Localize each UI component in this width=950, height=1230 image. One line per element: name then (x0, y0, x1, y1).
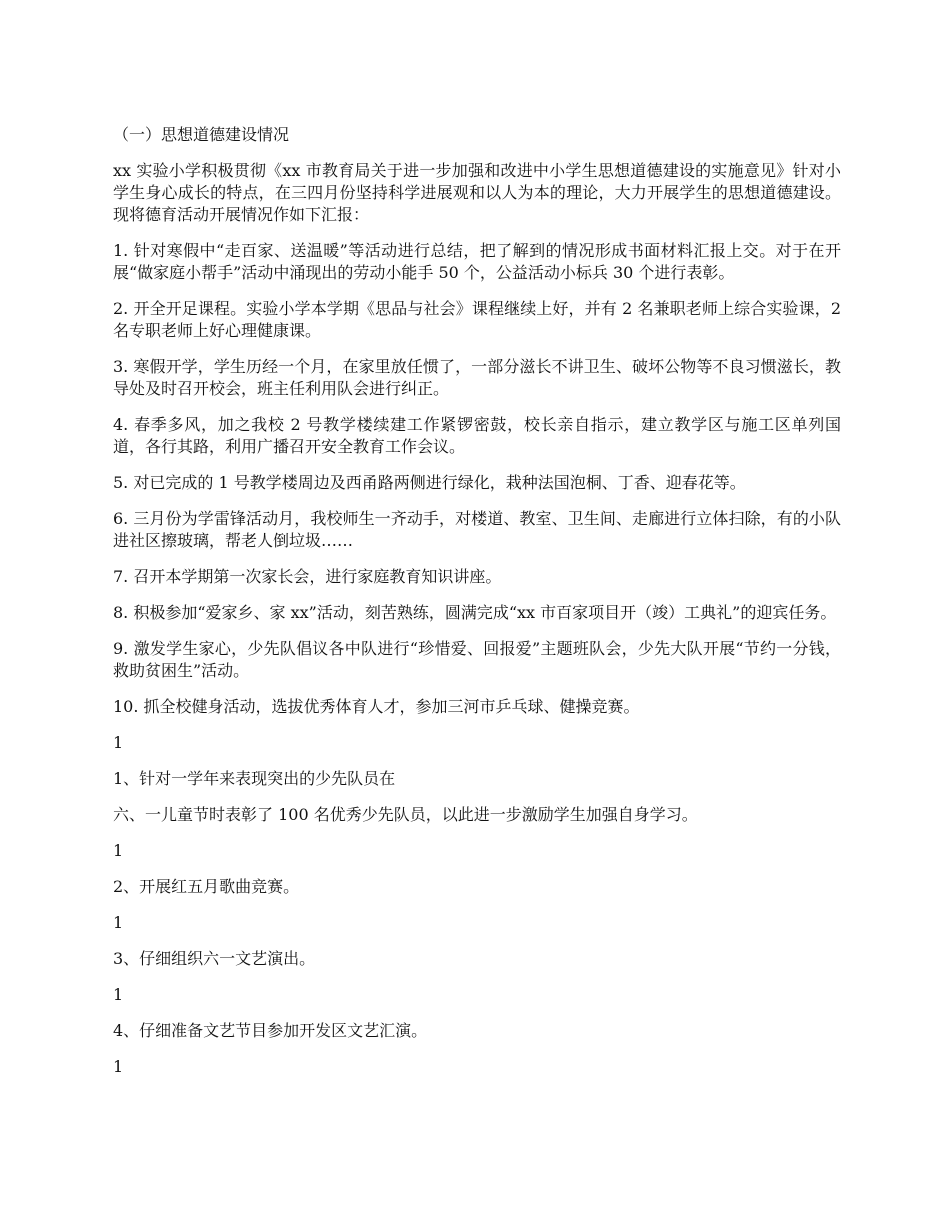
intro-paragraph: xx 实验小学积极贯彻《xx 市教育局关于进一步加强和改进中小学生思想道德建设的实施意见》针对小学生身心成长的特点，在三四月份坚持科学进展观和以人为本的理论，大力开展学生的思想道德建设。现将德育活动开展情况作如下汇报： (113, 161, 841, 224)
tail-paragraph: 1、针对一学年来表现突出的少先队员在 (113, 769, 396, 788)
list-item: 8. 积极参加“爱家乡、家 xx”活动，刻苦熟练，圆满完成“xx 市百家项目开（竣）工典礼”的迎宾任务。 (113, 603, 837, 622)
list-item: 6. 三月份为学雷锋活动月，我校师生一齐动手，对楼道、教室、卫生间、走廊进行立体扫除，有的小队进社区擦玻璃，帮老人倒垃圾…… (113, 509, 841, 550)
list-item: 5. 对已完成的 1 号教学楼周边及西甬路两侧进行绿化，栽种法国泡桐、丁香、迎春花等。 (113, 473, 746, 492)
list-item: 4. 春季多风，加之我校 2 号教学楼续建工作紧锣密鼓，校长亲自指示，建立教学区与施工区单列国道，各行其路，利用广播召开安全教育工作会议。 (113, 415, 841, 456)
list-item: 3. 寒假开学，学生历经一个月，在家里放任惯了，一部分滋长不讲卫生、破坏公物等不良习惯滋长，教导处及时召开校会，班主任利用队会进行纠正。 (113, 357, 841, 398)
page-number-marker: 1 (113, 733, 124, 752)
page-number-marker: 1 (113, 913, 124, 932)
list-item: 7. 召开本学期第一次家长会，进行家庭教育知识讲座。 (113, 567, 502, 586)
page-number-marker: 1 (113, 985, 124, 1004)
list-item: 9. 激发学生家心，少先队倡议各中队进行“珍惜爱、回报爱”主题班队会，少先大队开展“节约一分钱，救助贫困生”活动。 (113, 639, 841, 680)
list-item: 10. 抓全校健身活动，选拔优秀体育人才，参加三河市乒乓球、健操竞赛。 (113, 697, 640, 716)
page-number-marker: 1 (113, 1057, 124, 1076)
page-number-marker: 1 (113, 841, 124, 860)
tail-paragraph: 4、仔细准备文艺节目参加开发区文艺汇演。 (113, 1021, 428, 1040)
tail-paragraph: 2、开展红五月歌曲竞赛。 (113, 877, 300, 896)
section-title: （一）思想道德建设情况 (113, 125, 290, 144)
list-item: 2. 开全开足课程。实验小学本学期《思品与社会》课程继续上好，并有 2 名兼职老师上综合实验课，2 名专职老师上好心理健康课。 (113, 299, 841, 340)
document-page (113, 124, 841, 1092)
list-item: 1. 针对寒假中“走百家、送温暖”等活动进行总结，把了解到的情况形成书面材料汇报上交。对于在开展“做家庭小帮手”活动中涌现出的劳动小能手 50 个，公益活动小标兵 30 个进行表彰。 (113, 241, 841, 282)
tail-paragraph: 六、一儿童节时表彰了 100 名优秀少先队员，以此进一步激励学生加强自身学习。 (113, 805, 698, 824)
tail-paragraph: 3、仔细组织六一文艺演出。 (113, 949, 316, 968)
